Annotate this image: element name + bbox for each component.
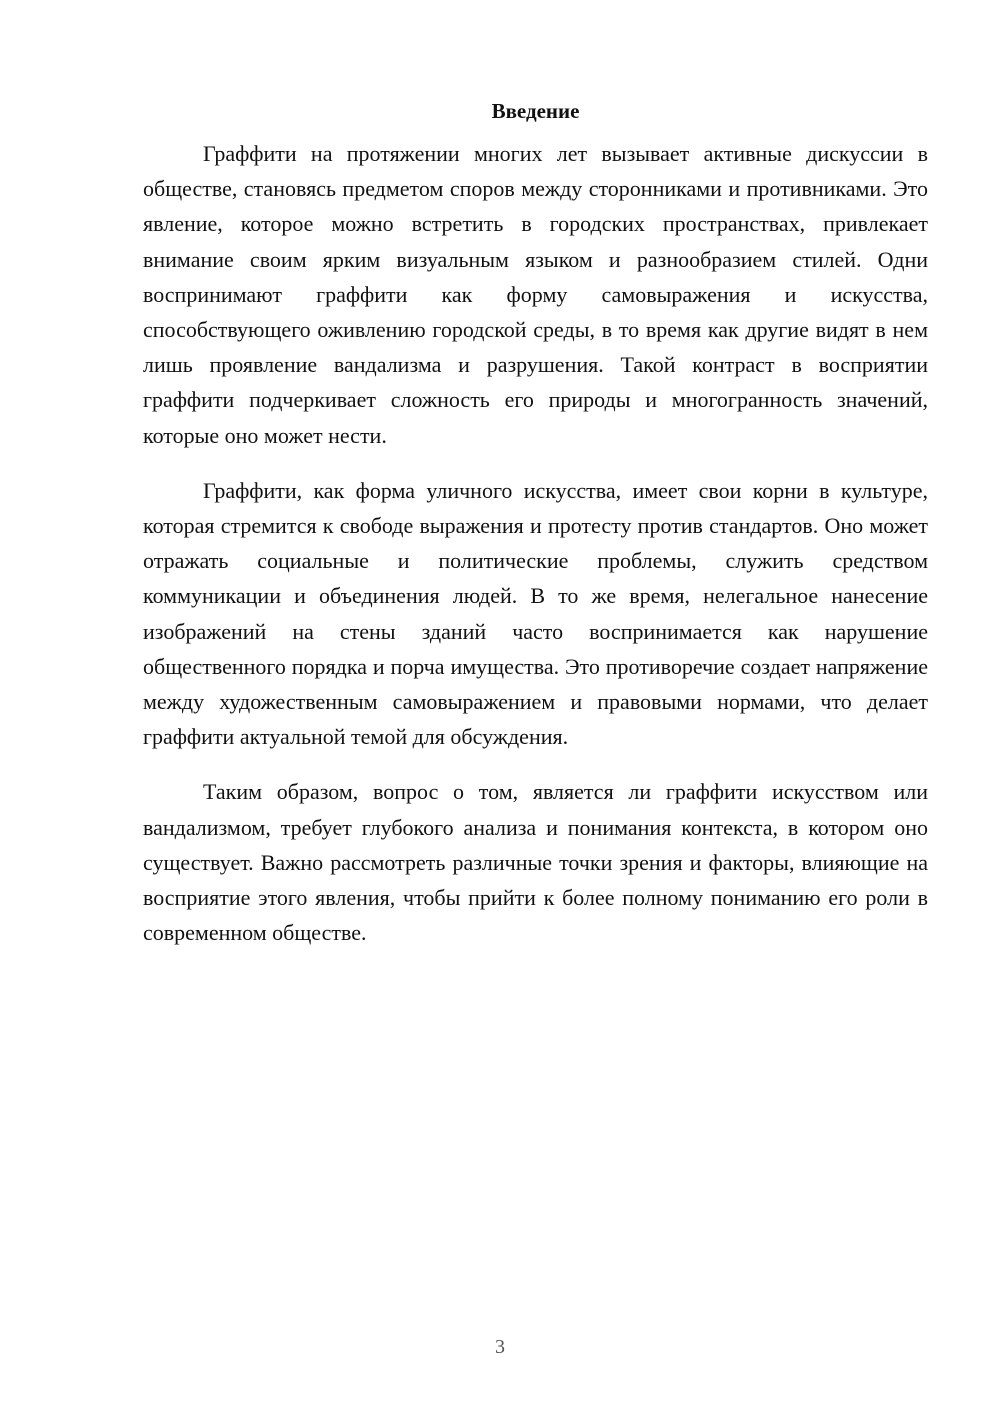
page-content [143, 96, 928, 950]
paragraph-1: Граффити на протяжении многих лет вызывает активные дискуссии в обществе, становясь предметом споров между сторонниками и противниками. Это явление, которое можно встретить в городских пространствах, привлекает внимание своим ярким визуальным языком и разнообразием стилей. Одни воспринимают граффити как форму самовыражения и искусства, способствующего оживлению городской среды, в то время как другие видят в нем лишь проявление вандализма и разрушения. Такой контраст в восприятии граффити подчеркивает сложность его природы и многогранность значений, которые оно может нести. [143, 141, 928, 448]
paragraph-3: Таким образом, вопрос о том, является ли граффити искусством или вандализмом, требует глубокого анализа и понимания контекста, в котором оно существует. Важно рассмотреть различные точки зрения и факторы, влияющие на восприятие этого явления, чтобы прийти к более полному пониманию его роли в современном обществе. [143, 779, 928, 946]
paragraph-2: Граффити, как форма уличного искусства, имеет свои корни в культуре, которая стремится к свободе выражения и протесту против стандартов. Оно может отражать социальные и политические проблемы, служить средством коммуникации и объединения людей. В то же время, нелегальное нанесение изображений на стены зданий часто воспринимается как нарушение общественного порядка и порча имущества. Это противоречие создает напряжение между художественным самовыражением и правовыми нормами, что делает граффити актуальной темой для обсуждения. [143, 477, 928, 750]
page-number: 3 [495, 1336, 505, 1358]
section-title: Введение [491, 99, 580, 123]
